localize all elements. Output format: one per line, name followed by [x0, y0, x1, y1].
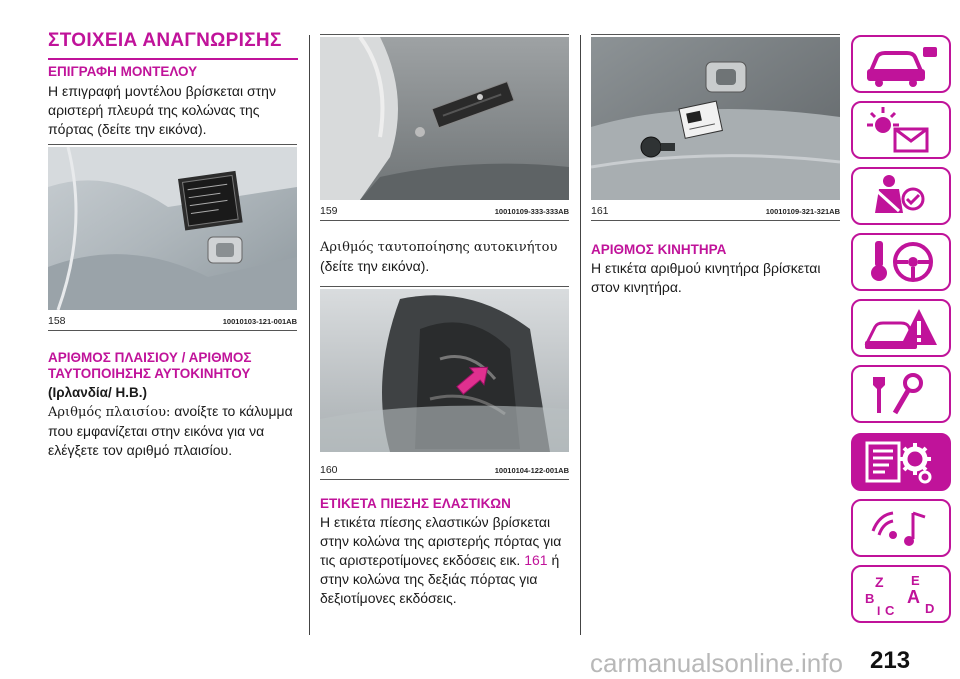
watermark: carmanualsonline.info	[590, 648, 843, 678]
figure-160-code: 10010104-122-001AB	[494, 466, 569, 475]
figure-rule	[320, 479, 569, 480]
text-line: που εμφανίζεται στην εικόνα για να	[48, 423, 265, 439]
text-line	[48, 402, 308, 422]
technical-data-icon	[853, 435, 949, 489]
figure-161-reference[interactable]: 161	[524, 552, 548, 568]
text-line: Η ετικέτα αριθμού κινητήρα βρίσκεται	[591, 260, 821, 276]
figure-159-number: 159	[320, 205, 338, 217]
chassis-number-heading	[48, 350, 251, 382]
chassis-number-label: Αριθμός πλαισίου:	[48, 405, 171, 420]
text-line: στην κολώνα της αριστερής πόρτας για	[320, 533, 562, 549]
text-line: στην κολώνα της δεξιάς πόρτας για	[320, 571, 538, 587]
index-letter: B	[865, 591, 875, 606]
figure-rule	[591, 220, 840, 221]
figure-158-number: 158	[48, 315, 66, 327]
figure-161-image	[591, 37, 840, 200]
index-letter: A	[907, 587, 920, 607]
text-line: πόρτας (δείτε την εικόνα).	[48, 121, 207, 137]
index-letter: Z	[875, 574, 884, 590]
figure-161-number: 161	[591, 205, 609, 217]
figure-rule	[591, 34, 840, 35]
vin-text	[320, 238, 580, 276]
figure-rule	[48, 330, 297, 331]
safety-airbag-icon	[853, 169, 949, 223]
tab-emergency[interactable]	[851, 299, 951, 357]
vin-label: Αριθμός ταυτοποίησης αυτοκινήτου	[320, 240, 558, 255]
tab-starting-driving[interactable]	[851, 233, 951, 291]
figure-rule	[320, 286, 569, 287]
figure-rule	[320, 220, 569, 221]
text-fragment: ή	[547, 552, 560, 568]
tab-car-dashboard[interactable]	[851, 35, 951, 93]
text-fragment: ανοίξτε το κάλυμμα	[170, 403, 293, 419]
figure-161-code: 10010109-321-321AB	[765, 207, 840, 216]
tab-maintenance[interactable]	[851, 365, 951, 423]
page-title: ΣΤΟΙΧΕΙΑ ΑΝΑΓΝΩΡΙΣΗΣ	[48, 30, 298, 60]
car-dashboard-icon	[853, 37, 949, 91]
model-plate-text	[48, 82, 303, 139]
text-fragment: τις αριστεροτίμονες εκδόσεις εικ.	[320, 552, 525, 568]
figure-160-number: 160	[320, 464, 338, 476]
text-line: αριστερή πλευρά της κολώνας της	[48, 102, 260, 118]
tab-warning-lights[interactable]	[851, 101, 951, 159]
tab-safety[interactable]	[851, 167, 951, 225]
text-line: (δείτε την εικόνα).	[320, 258, 430, 274]
column-divider	[309, 35, 310, 635]
tab-index[interactable]	[851, 565, 951, 623]
chassis-number-subheading: (Ιρλανδία/ Η.Β.)	[48, 385, 147, 400]
figure-rule	[320, 34, 569, 35]
column-divider	[580, 35, 581, 635]
page-number: 213	[870, 647, 911, 674]
figure-160-image	[320, 289, 569, 452]
engine-number-text	[591, 259, 846, 297]
warning-lights-icon	[853, 103, 949, 157]
tyre-pressure-heading: ΕΤΙΚΕΤΑ ΠΙΕΣΗΣ ΕΛΑΣΤΙΚΩΝ	[320, 496, 511, 511]
starting-driving-icon	[853, 235, 949, 289]
model-plate-heading: ΕΠΙΓΡΑΦΗ ΜΟΝΤΕΛΟΥ	[48, 64, 198, 79]
text-line: στον κινητήρα.	[591, 279, 682, 295]
text-line: Η ετικέτα πίεσης ελαστικών βρίσκεται	[320, 514, 551, 530]
figure-159-code: 10010109-333-333AB	[494, 207, 569, 216]
maintenance-icon	[853, 367, 949, 421]
heading-line: ΤΑΥΤΟΠΟΙΗΣΗΣ ΑΥΤΟΚΙΝΗΤΟΥ	[48, 366, 251, 381]
index-letter: D	[925, 601, 935, 616]
text-line: δεξιοτίμονες εκδόσεις.	[320, 590, 457, 606]
index-letter: C	[885, 603, 895, 618]
tab-multimedia[interactable]	[851, 499, 951, 557]
heading-line: ΑΡΙΘΜΟΣ ΠΛΑΙΣΙΟΥ / ΑΡΙΘΜΟΣ	[48, 350, 252, 365]
tyre-pressure-text	[320, 513, 580, 608]
index-letter: E	[911, 573, 920, 588]
text-line: Η επιγραφή μοντέλου βρίσκεται στην	[48, 83, 276, 99]
tab-technical-data[interactable]	[851, 433, 951, 491]
emergency-icon	[853, 301, 949, 355]
figure-159-image	[320, 37, 569, 200]
index-icon	[853, 567, 949, 621]
multimedia-icon	[853, 501, 949, 555]
chassis-number-text	[48, 402, 308, 460]
engine-number-heading: ΑΡΙΘΜΟΣ ΚΙΝΗΤΗΡΑ	[591, 242, 727, 257]
figure-158-code: 10010103-121-001AB	[222, 317, 297, 326]
index-letter: I	[877, 604, 881, 618]
text-line	[320, 551, 580, 570]
figure-158-image	[48, 147, 297, 310]
text-line: ελέγξετε τον αριθμό πλαισίου.	[48, 442, 233, 458]
figure-rule	[48, 144, 297, 145]
